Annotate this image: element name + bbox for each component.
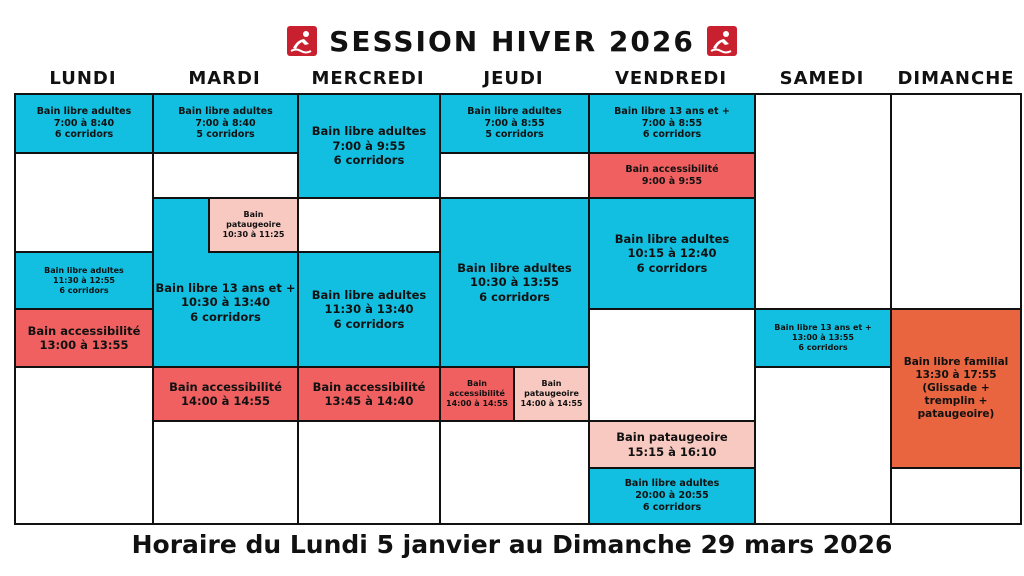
empty-slot [439, 152, 590, 199]
schedule-block: Bain pataugeoire 15:15 à 16:10 [588, 420, 756, 469]
schedule-block: Bain libre 13 ans et + 13:00 à 13:55 6 corridors [754, 308, 892, 368]
empty-slot [297, 197, 441, 253]
empty-slot [588, 308, 756, 422]
empty-slot [890, 467, 1022, 525]
schedule-block: Bain accessibilité 13:45 à 14:40 [297, 366, 441, 422]
day-header-dimanche: DIMANCHE [897, 68, 1015, 89]
day-header-lundi: LUNDI [49, 68, 117, 89]
schedule-block: Bain libre adultes 7:00 à 8:40 6 corridors [14, 93, 154, 154]
schedule-block: Bain pataugeoire 14:00 à 14:55 [513, 366, 590, 422]
empty-slot [890, 93, 1022, 310]
empty-slot [297, 420, 441, 525]
schedule-block: Bain libre familial 13:30 à 17:55 (Glissade + tremplin + pataugeoire) [890, 308, 1022, 469]
day-header-mardi: MARDI [188, 68, 261, 89]
empty-slot [152, 152, 299, 199]
day-header-vendredi: VENDREDI [614, 68, 728, 89]
day-header-jeudi: JEUDI [483, 68, 544, 89]
empty-slot [152, 420, 299, 525]
empty-slot [14, 366, 154, 525]
aquatic-club-logo-icon [707, 26, 737, 56]
schedule-block: Bain libre 13 ans et + 7:00 à 8:55 6 corridors [588, 93, 756, 154]
schedule-block: Bain libre adultes 7:00 à 8:40 5 corridors [152, 93, 299, 154]
schedule-block: Bain libre adultes 11:30 à 13:40 6 corridors [297, 251, 441, 368]
schedule-block: Bain libre adultes 7:00 à 9:55 6 corridors [297, 93, 441, 199]
aquatic-club-logo-icon [287, 26, 317, 56]
schedule-block: Bain accessibilité 14:00 à 14:55 [439, 366, 515, 422]
session-title: SESSION HIVER 2026 [329, 24, 695, 58]
day-header-mercredi: MERCREDI [311, 68, 425, 89]
schedule-block: Bain libre 13 ans et + 10:30 à 13:40 6 corridors [152, 197, 299, 368]
schedule-block: Bain accessibilité 9:00 à 9:55 [588, 152, 756, 199]
schedule-block: Bain libre adultes 20:00 à 20:55 6 corridors [588, 467, 756, 525]
page-title-bar [0, 22, 1024, 60]
schedule-block: Bain libre adultes 10:30 à 13:55 6 corridors [439, 197, 590, 368]
schedule-block: Bain pataugeoire 10:30 à 11:25 [208, 197, 299, 253]
schedule-block: Bain libre adultes 7:00 à 8:55 5 corridors [439, 93, 590, 154]
empty-slot [14, 152, 154, 253]
schedule-block: Bain libre adultes 11:30 à 12:55 6 corridors [14, 251, 154, 310]
empty-slot [439, 420, 590, 525]
schedule-block: Bain accessibilité 14:00 à 14:55 [152, 366, 299, 422]
empty-slot [754, 93, 892, 310]
schedule-block: Bain accessibilité 13:00 à 13:55 [14, 308, 154, 368]
schedule-period-footer: Horaire du Lundi 5 janvier au Dimanche 29 mars 2026 [131, 530, 893, 559]
empty-slot [754, 366, 892, 525]
schedule-block: Bain libre adultes 10:15 à 12:40 6 corridors [588, 197, 756, 310]
day-header-samedi: SAMEDI [779, 68, 865, 89]
